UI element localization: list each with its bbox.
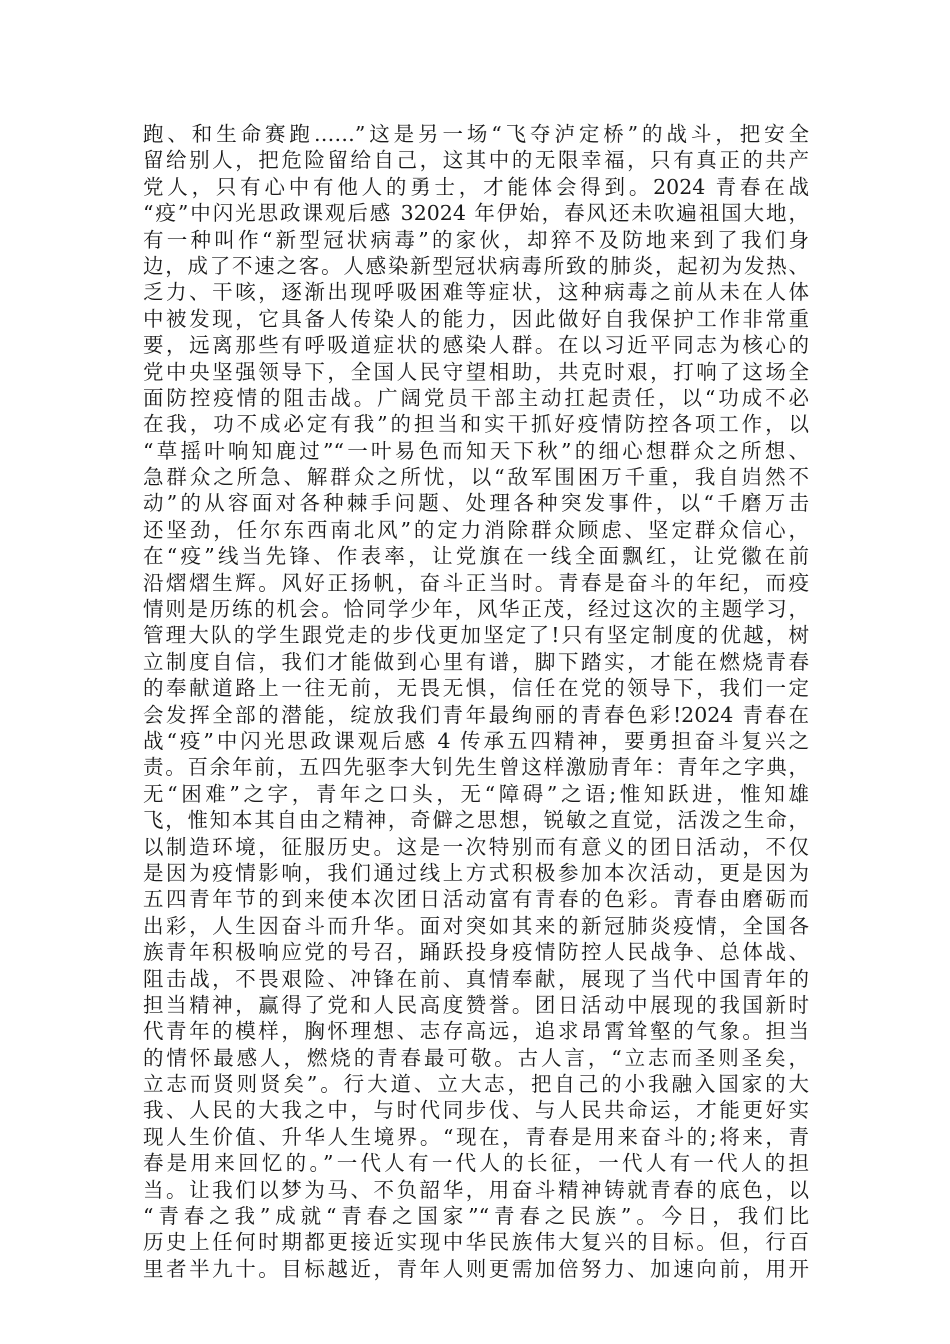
text-line: 族青年积极响应党的号召，踊跃投身疫情防控人民战争、总体战、	[143, 940, 809, 965]
text-line: 在“疫”线当先锋、作表率，让党旗在一线全面飘红，让党徽在前	[143, 544, 809, 569]
text-line: 五四青年节的到来使本次团日活动富有青春的色彩。青春由磨砺而	[143, 887, 809, 912]
text-line: 立志而贤则贤矣”。行大道、立大志，把自己的小我融入国家的大	[143, 1072, 809, 1097]
body-text	[143, 121, 809, 1282]
text-line: 在我，功不成必定有我”的担当和实干抓好疫情防控各项工作，以	[143, 412, 809, 437]
text-line: 当。让我们以梦为马、不负韶华，用奋斗精神铸就青春的底色，以	[143, 1177, 809, 1202]
text-line: 党中央坚强领导下，全国人民守望相助，共克时艰，打响了这场全	[143, 359, 809, 384]
text-line: 里者半九十。目标越近，青年人则更需加倍努力、加速向前，用开	[143, 1256, 809, 1281]
text-line: 代青年的模样，胸怀理想、志存高远，追求昂霄耸壑的气象。担当	[143, 1019, 809, 1044]
text-line: 以制造环境，征服历史。这是一次特别而有意义的团日活动，不仅	[143, 834, 809, 859]
text-line: 跑、和生命赛跑……”这是另一场“飞夺泸定桥”的战斗，把安全	[143, 122, 809, 146]
text-line: 还坚劲，任尔东西南北风”的定力消除群众顾虑、坚定群众信心，	[143, 517, 809, 542]
text-line: 飞，惟知本其自由之精神，奇僻之思想，锐敏之直觉，活泼之生命，	[143, 808, 809, 833]
text-line: 现人生价值、升华人生境界。“现在，青春是用来奋斗的;将来，青	[143, 1124, 809, 1149]
text-line: 要，远离那些有呼吸道症状的感染人群。在以习近平同志为核心的	[143, 333, 809, 358]
text-line: 有一种叫作“新型冠状病毒”的家伙，却猝不及防地来到了我们身	[143, 227, 809, 252]
text-line: 是因为疫情影响，我们通过线上方式积极参加本次活动，更是因为	[143, 860, 809, 885]
text-line: 乏力、干咳，逐渐出现呼吸困难等症状，这种病毒之前从未在人体	[143, 280, 809, 305]
text-line: 动”的从容面对各种棘手问题、处理各种突发事件，以“千磨万击	[143, 491, 809, 516]
text-line: 担当精神，赢得了党和人民高度赞誉。团日活动中展现的我国新时	[143, 992, 809, 1017]
text-line: 中被发现，它具备人传染人的能力，因此做好自我保护工作非常重	[143, 306, 809, 331]
text-line: 战“疫”中闪光思政课观后感 4 传承五四精神，要勇担奋斗复兴之	[143, 728, 809, 753]
text-line: 春是用来回忆的。”一代人有一代人的长征，一代人有一代人的担	[143, 1151, 809, 1176]
text-line: 出彩，人生因奋斗而升华。面对突如其来的新冠肺炎疫情，全国各	[143, 913, 809, 938]
text-line: 立制度自信，我们才能做到心里有谱，脚下踏实，才能在燃烧青春	[143, 649, 809, 674]
text-line: 会发挥全部的潜能，绽放我们青年最绚丽的青春色彩!2024 青春在	[143, 702, 809, 727]
text-line: 党人，只有心中有他人的勇士，才能体会得到。2024 青春在战	[143, 174, 809, 199]
text-line: 的奉献道路上一往无前，无畏无惧，信任在党的领导下，我们一定	[143, 676, 809, 701]
text-line: “草摇叶响知鹿过”“一叶易色而知天下秋”的细心想群众之所想、	[143, 438, 809, 463]
text-line: 沿熠熠生辉。风好正扬帆，奋斗正当时。青春是奋斗的年纪，而疫	[143, 570, 809, 595]
text-line: 管理大队的学生跟党走的步伐更加坚定了!只有坚定制度的优越，树	[143, 623, 809, 648]
text-line: 责。百余年前，五四先驱李大钊先生曾这样激励青年：青年之字典，	[143, 755, 809, 780]
text-line: 边，成了不速之客。人感染新型冠状病毒所致的肺炎，起初为发热、	[143, 253, 809, 278]
text-line: “青春之我”成就“青春之国家”“青春之民族”。今日，我们比	[143, 1204, 809, 1229]
text-line: 阻击战，不畏艰险、冲锋在前、真情奉献，展现了当代中国青年的	[143, 966, 809, 991]
text-line: 的情怀最感人，燃烧的青春最可敬。古人言，“立志而圣则圣矣，	[143, 1045, 809, 1070]
text-line: 情则是历练的机会。恰同学少年，风华正茂，经过这次的主题学习，	[143, 597, 809, 622]
text-line: 急群众之所急、解群众之所忧，以“敌军围困万千重，我自岿然不	[143, 465, 809, 490]
text-line: “疫”中闪光思政课观后感 32024 年伊始，春风还未吹遍祖国大地，	[143, 201, 809, 226]
text-line: 历史上任何时期都更接近实现中华民族伟大复兴的目标。但，行百	[143, 1230, 809, 1255]
text-line: 我、人民的大我之中，与时代同步伐、与人民共命运，才能更好实	[143, 1098, 809, 1123]
text-line: 留给别人，把危险留给自己，这其中的无限幸福，只有真正的共产	[143, 148, 809, 173]
text-line: 无“困难”之字，青年之口头，无“障碍”之语;惟知跃进，惟知雄	[143, 781, 809, 806]
text-line: 面防控疫情的阻击战。广阔党员干部主动扛起责任，以“功成不必	[143, 385, 809, 410]
